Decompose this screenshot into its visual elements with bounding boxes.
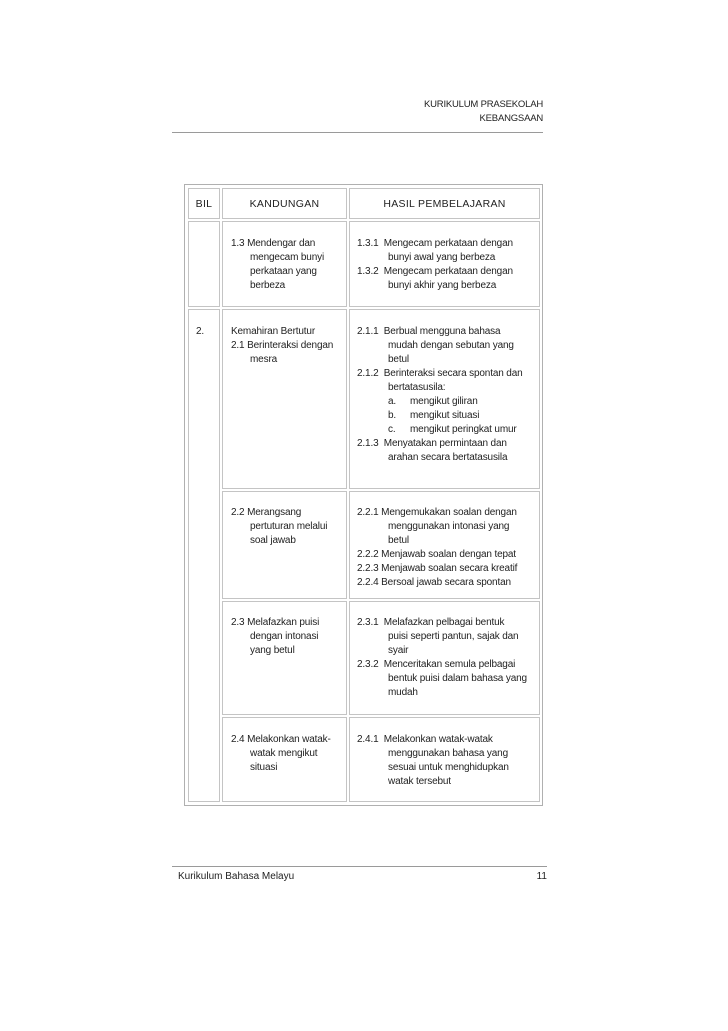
hasil-line: menggunakan intonasi yang xyxy=(388,521,510,532)
header-hasil: HASIL PEMBELAJARAN xyxy=(383,198,506,210)
hasil-row-4 xyxy=(357,616,527,700)
bil-cell-row-1 xyxy=(188,221,220,307)
kandungan-line: watak mengikut xyxy=(250,748,318,759)
header-bil: BIL xyxy=(195,198,213,210)
hasil-line: Mengemukakan soalan dengan xyxy=(381,507,517,518)
kandungan-row-5 xyxy=(231,733,331,775)
page-number: 11 xyxy=(536,871,547,882)
hasil-line: Menyatakan permintaan dan xyxy=(383,438,507,449)
hasil-line: betul xyxy=(388,354,409,365)
kandungan-num: 2.2 xyxy=(231,507,245,518)
sub-item xyxy=(357,409,523,423)
kandungan-row-3 xyxy=(231,506,327,548)
hasil-row-2 xyxy=(357,325,523,465)
hasil-line: arahan secara bertatasusila xyxy=(388,452,508,463)
header-cell-kandungan xyxy=(222,188,347,219)
hasil-line: Berinteraksi secara spontan dan xyxy=(383,368,523,379)
sub-text: mengikut situasi xyxy=(410,410,480,421)
sub-letter: a. xyxy=(388,396,397,407)
sub-letter: c. xyxy=(388,424,396,435)
kandungan-line: mesra xyxy=(250,354,278,365)
kandungan-line: Melafazkan puisi xyxy=(247,617,320,628)
hasil-line: menggunakan bahasa yang xyxy=(388,748,508,759)
sub-text: mengikut giliran xyxy=(410,396,478,407)
hasil-line: mudah dengan sebutan yang xyxy=(388,340,514,351)
kandungan-line: Melakonkan watak- xyxy=(247,734,331,745)
hasil-line: Melafazkan pelbagai bentuk xyxy=(383,617,505,628)
sub-item xyxy=(357,423,523,437)
kandungan-line: situasi xyxy=(250,762,278,773)
hasil-line: bunyi awal yang berbeza xyxy=(388,252,496,263)
kandungan-line: perkataan yang xyxy=(250,266,317,277)
kandungan-num: 1.3 xyxy=(231,238,245,249)
kandungan-line: Berinteraksi dengan xyxy=(247,340,334,351)
sub-item xyxy=(357,395,523,409)
kandungan-row-1 xyxy=(231,237,324,293)
hasil-num: 2.3.2 xyxy=(357,659,379,670)
footer-rule xyxy=(172,866,547,867)
header-line-1: KURIKULUM PRASEKOLAH xyxy=(423,99,543,110)
hasil-num: 1.3.1 xyxy=(357,238,379,249)
kandungan-line: Merangsang xyxy=(247,507,302,518)
hasil-num: 2.1.3 xyxy=(357,438,379,449)
hasil-row-5 xyxy=(357,733,509,789)
hasil-line: Menjawab soalan secara kreatif xyxy=(381,563,518,574)
hasil-line: Mengecam perkataan dengan xyxy=(383,238,513,249)
hasil-line: bertatasusila: xyxy=(388,382,446,393)
bil-cell-row-2 xyxy=(188,309,220,802)
sub-letter: b. xyxy=(388,410,397,421)
header-rule xyxy=(172,132,543,133)
hasil-line: Menjawab soalan dengan tepat xyxy=(381,549,516,560)
kandungan-line: soal jawab xyxy=(250,535,296,546)
footer-title: Kurikulum Bahasa Melayu xyxy=(178,871,295,882)
kandungan-num: 2.1 xyxy=(231,340,245,351)
hasil-num: 2.2.1 xyxy=(357,507,379,518)
page-header xyxy=(380,98,543,126)
hasil-line: Bersoal jawab secara spontan xyxy=(381,577,511,588)
hasil-line: syair xyxy=(388,645,409,656)
kandungan-line: Mendengar dan xyxy=(247,238,316,249)
header-cell-bil xyxy=(188,188,220,219)
hasil-num: 2.2.3 xyxy=(357,563,379,574)
hasil-line: bunyi akhir yang berbeza xyxy=(388,280,497,291)
kandungan-row-4 xyxy=(231,616,319,658)
header-line-2: KEBANGSAAN xyxy=(479,113,543,124)
sub-text: mengikut peringkat umur xyxy=(410,424,517,435)
bil-row-2: 2. xyxy=(196,326,205,337)
hasil-num: 2.2.4 xyxy=(357,577,379,588)
hasil-line: Melakonkan watak-watak xyxy=(383,734,493,745)
hasil-line: betul xyxy=(388,535,409,546)
kandungan-line: pertuturan melalui xyxy=(250,521,328,532)
header-kandungan: KANDUNGAN xyxy=(249,198,320,210)
hasil-line: sesuai untuk menghidupkan xyxy=(388,762,509,773)
hasil-line: bentuk puisi dalam bahasa yang xyxy=(388,673,527,684)
hasil-num: 2.2.2 xyxy=(357,549,379,560)
hasil-line: puisi seperti pantun, sajak dan xyxy=(388,631,519,642)
header-cell-hasil xyxy=(349,188,540,219)
hasil-num: 1.3.2 xyxy=(357,266,379,277)
kandungan-num: 2.4 xyxy=(231,734,245,745)
kandungan-row-2 xyxy=(231,325,333,367)
kandungan-num: 2.3 xyxy=(231,617,245,628)
hasil-num: 2.4.1 xyxy=(357,734,379,745)
hasil-line: Mengecam perkataan dengan xyxy=(383,266,513,277)
hasil-row-3 xyxy=(357,506,517,590)
hasil-num: 2.3.1 xyxy=(357,617,379,628)
hasil-line: watak tersebut xyxy=(388,776,451,787)
hasil-num: 2.1.2 xyxy=(357,368,379,379)
hasil-line: Menceritakan semula pelbagai xyxy=(383,659,516,670)
kandungan-line: mengecam bunyi xyxy=(250,252,325,263)
kandungan-title: Kemahiran Bertutur xyxy=(231,326,316,337)
kandungan-line: yang betul xyxy=(250,645,295,656)
kandungan-line: dengan intonasi xyxy=(250,631,319,642)
hasil-line: Berbual mengguna bahasa xyxy=(383,326,501,337)
hasil-line: mudah xyxy=(388,687,418,698)
hasil-row-1 xyxy=(357,237,513,293)
kandungan-line: berbeza xyxy=(250,280,286,291)
hasil-num: 2.1.1 xyxy=(357,326,379,337)
